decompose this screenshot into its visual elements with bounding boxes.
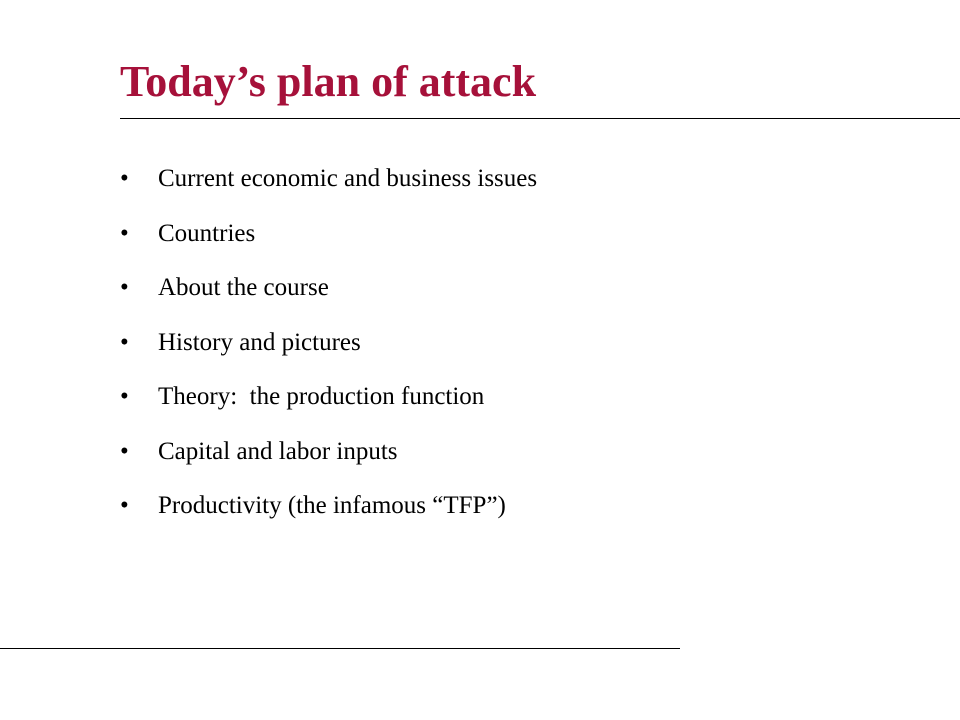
bullet-item: [120, 316, 537, 371]
bullet-list: [120, 152, 537, 534]
bullet-icon: •: [120, 274, 129, 302]
bullet-item: [120, 425, 537, 480]
bullet-icon: •: [120, 383, 129, 411]
bullet-icon: •: [120, 165, 129, 193]
footer-divider: [0, 648, 680, 649]
bullet-text: Productivity (the infamous “TFP”): [158, 492, 506, 520]
bullet-text: About the course: [158, 274, 329, 302]
bullet-icon: •: [120, 492, 129, 520]
title-divider: [120, 118, 960, 119]
bullet-item: [120, 370, 537, 425]
bullet-item: [120, 479, 537, 534]
bullet-text: Theory: the production function: [158, 383, 485, 411]
bullet-text: Countries: [158, 219, 256, 247]
bullet-text: History and pictures: [158, 328, 361, 356]
bullet-icon: •: [120, 328, 129, 356]
bullet-text: Capital and labor inputs: [158, 437, 398, 465]
bullet-icon: •: [120, 219, 129, 247]
bullet-item: [120, 207, 537, 262]
bullet-text: Current economic and business issues: [158, 165, 538, 193]
bullet-item: [120, 261, 537, 316]
bullet-icon: •: [120, 437, 129, 465]
slide-title: Today’s plan of attack: [120, 57, 537, 106]
bullet-item: [120, 152, 537, 207]
